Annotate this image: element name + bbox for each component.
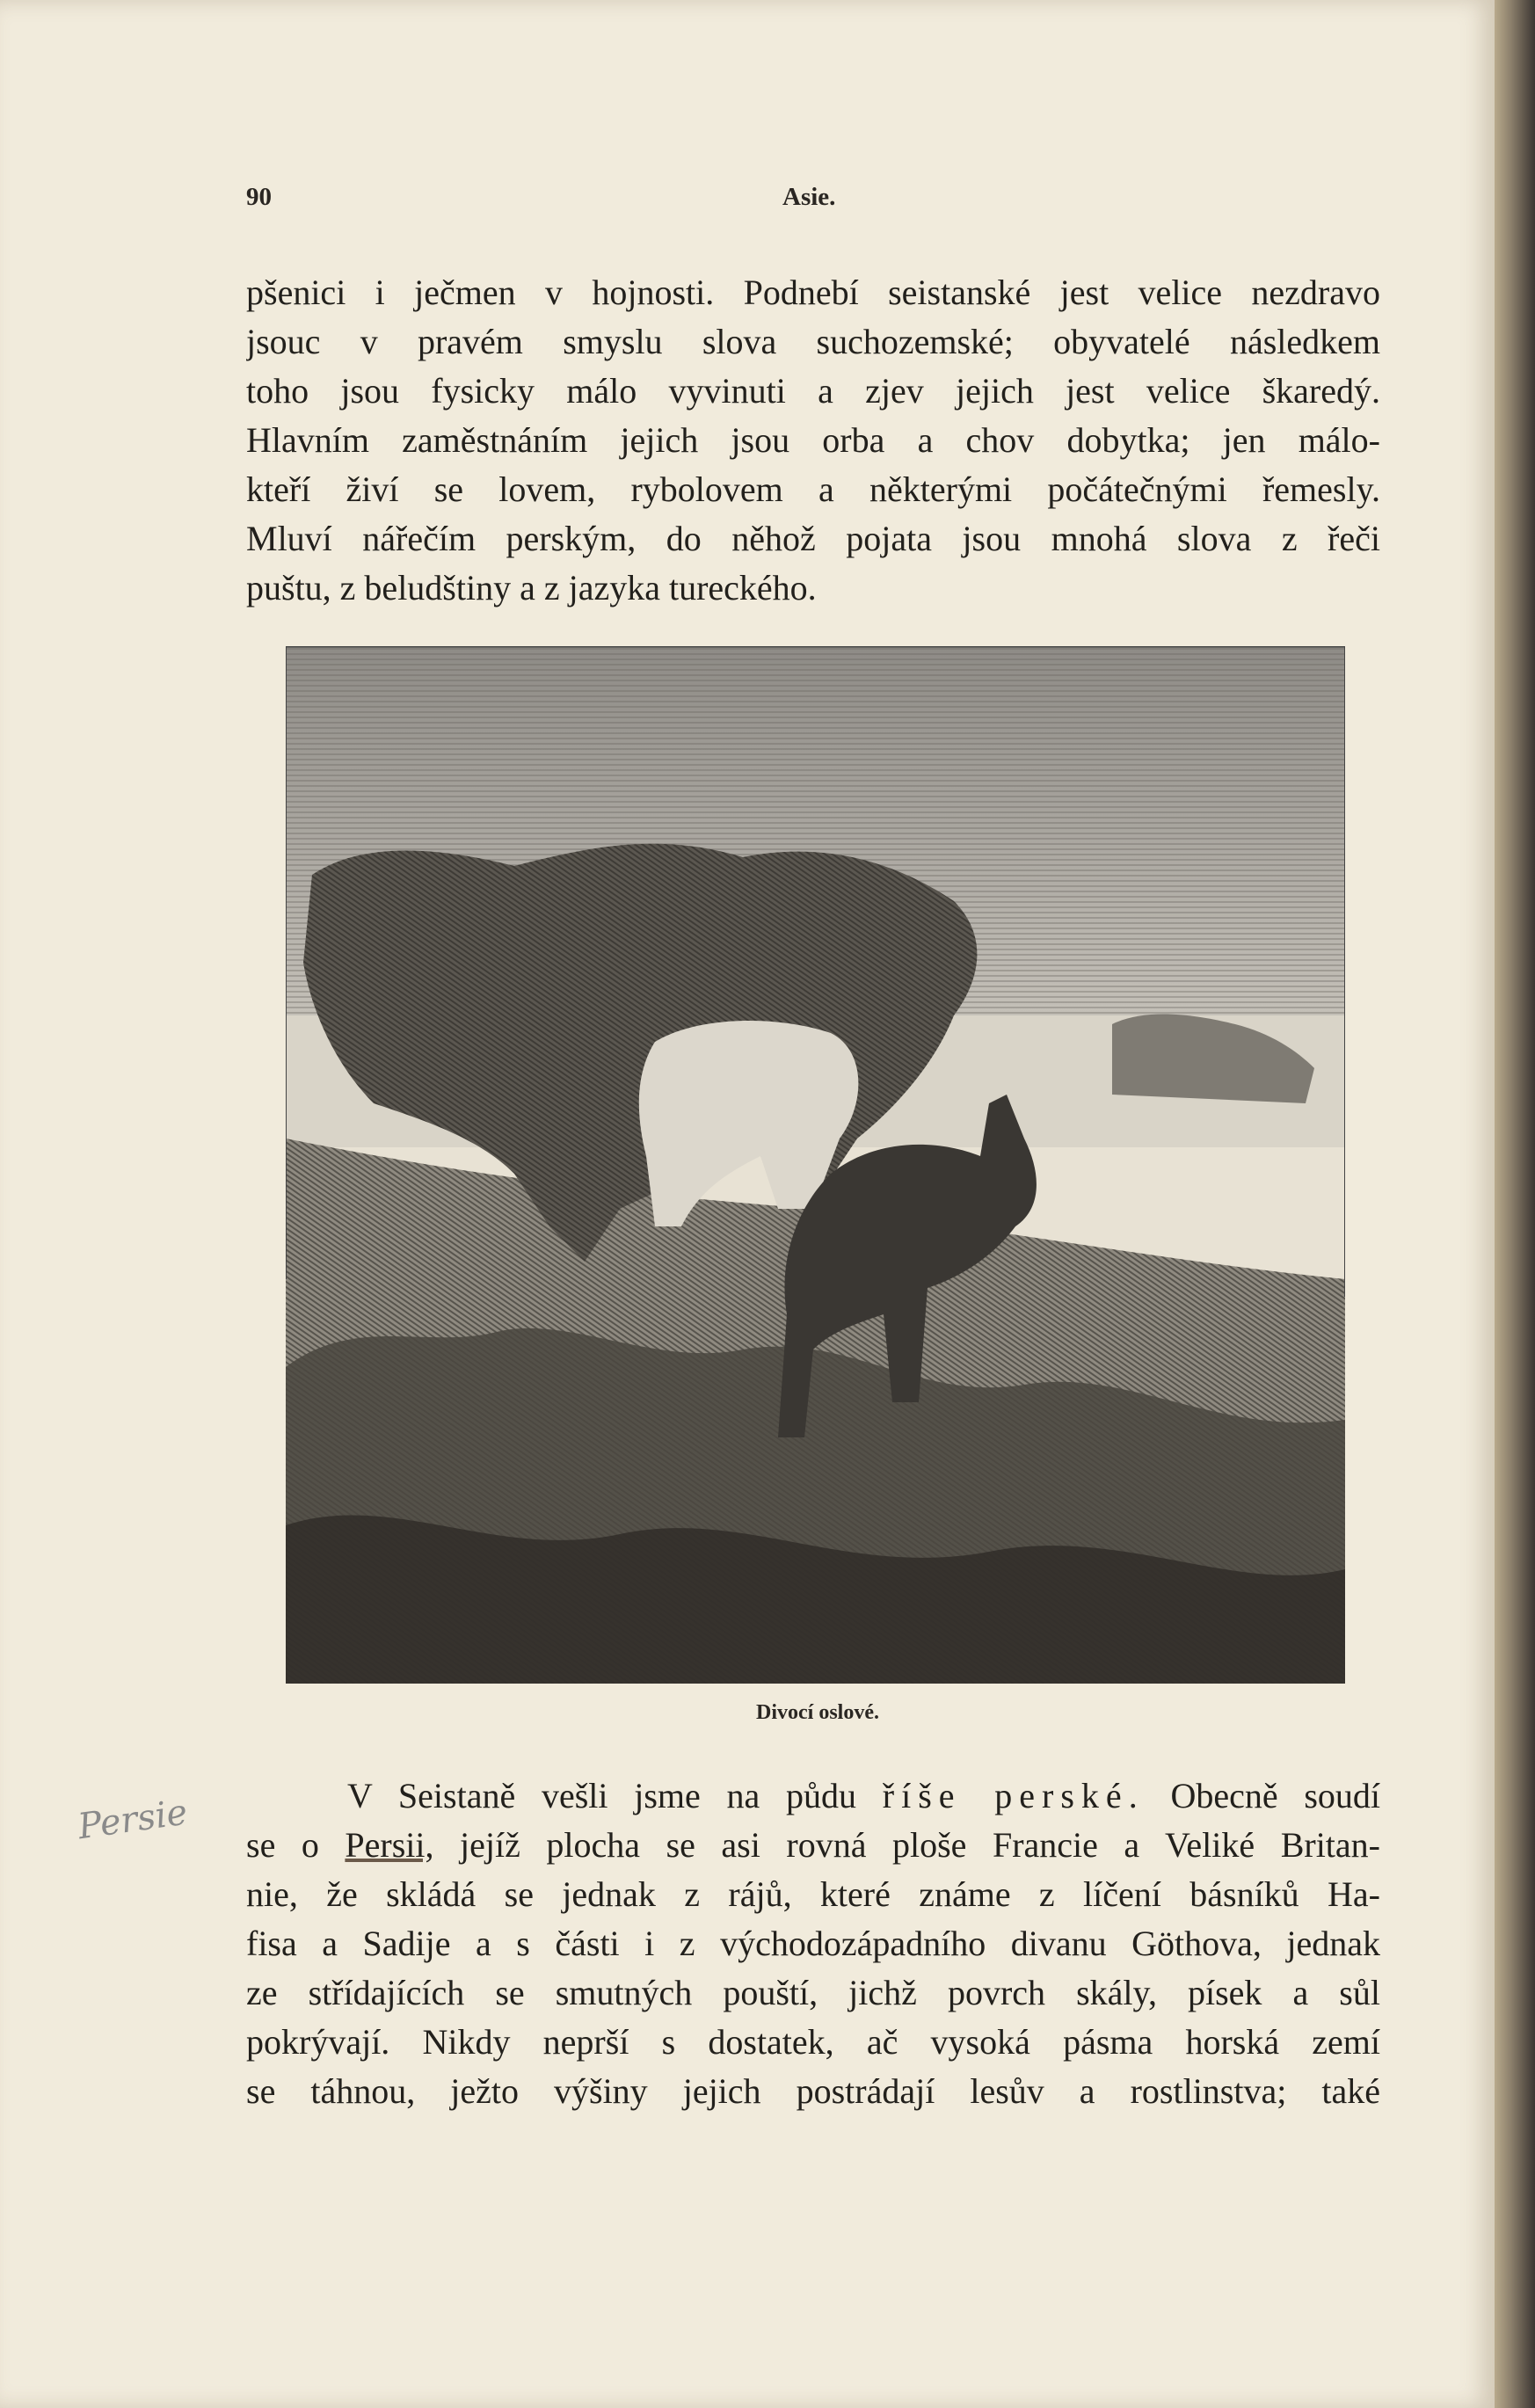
text-segment: V Seistaně vešli jsme na půdu [347, 1776, 857, 1815]
text-line [246, 1771, 1380, 1821]
text-line: fisa a Sadije a s části i z východozápadního divanu Göthova, jednak [246, 1924, 1380, 1963]
text-line: se táhnou, ježto výšiny jejich postrádají lesův a rostlinstva; také [246, 2071, 1380, 2111]
text-segment: Obecně soudí [1170, 1776, 1380, 1815]
text-line: ze střídajících se smutných pouští, jichž povrch skály, písek a sůl [246, 1973, 1380, 2012]
handwritten-margin-note: Persie [75, 1792, 190, 1848]
page-header: 90 Asie. [246, 183, 836, 211]
text-line: Mluví nářečím perským, do něhož pojata jsou mnohá slova z řeči [246, 519, 1380, 558]
paragraph-top [246, 268, 1380, 613]
paragraph-bottom [246, 1771, 1380, 2116]
text-line: kteří živí se lovem, rybolovem a některými počátečnými řemesly. [246, 469, 1380, 509]
engraving-illustration [286, 646, 1345, 1684]
spaced-emphasis: říše perské. [882, 1776, 1145, 1815]
text-line: jsouc v pravém smyslu slova suchozemské; obyvatelé následkem [246, 322, 1380, 361]
engraving-wild-donkeys [286, 646, 1345, 1684]
page-number: 90 [246, 183, 272, 211]
book-gutter-edge [1495, 0, 1535, 2408]
text-line: pšenici i ječmen v hojnosti. Podnebí seistanské jest velice nezdravo [246, 273, 1380, 312]
text-segment: jejíž plocha se asi rovná ploše Francie a Veliké Britan- [460, 1825, 1380, 1865]
underlined-word: Persii, [345, 1825, 434, 1865]
text-line: puštu, z beludštiny a z jazyka tureckého. [246, 568, 817, 607]
text-line: pokrývají. Nikdy neprší s dostatek, ač vysoká pásma horská zemí [246, 2022, 1380, 2062]
text-line: Hlavním zaměstnáním jejich jsou orba a chov dobytka; jen málo- [246, 420, 1380, 460]
text-line: toho jsou fysicky málo vyvinuti a zjev jejich jest velice škaredý. [246, 371, 1380, 411]
text-segment: se o [246, 1825, 319, 1865]
text-line: nie, že skládá se jednak z rájů, které známe z líčení básníků Ha- [246, 1874, 1380, 1914]
text-line [246, 1821, 1380, 1870]
figure-caption: Divocí oslové. [756, 1701, 879, 1724]
